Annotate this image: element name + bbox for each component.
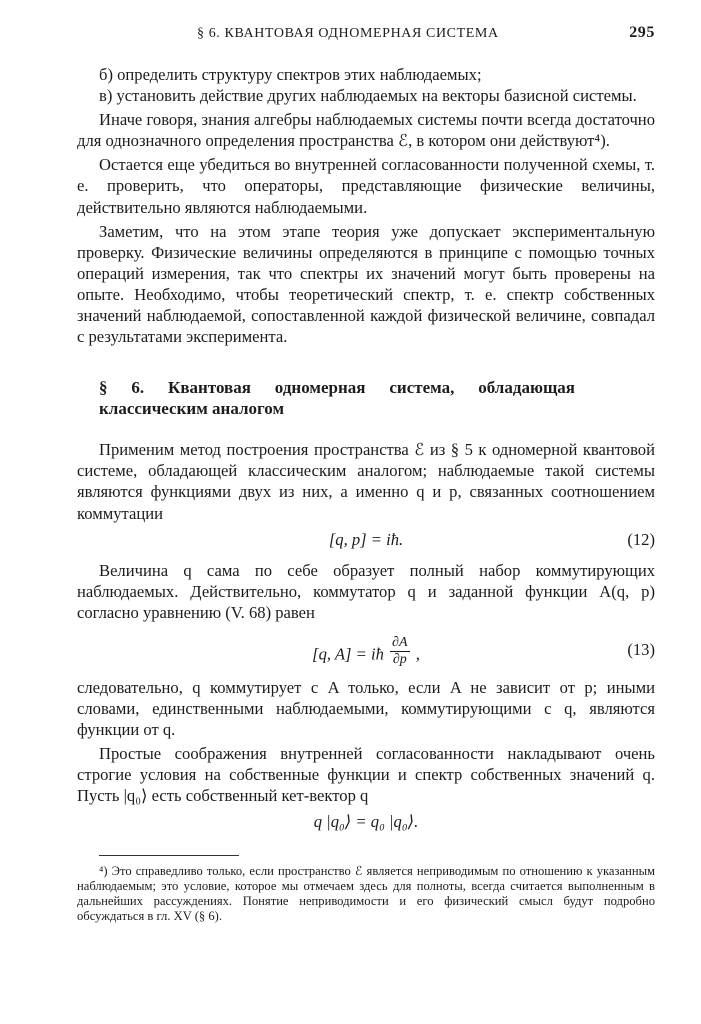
equation-label: (12) <box>627 529 655 549</box>
page-number: 295 <box>629 24 655 41</box>
equation-body: q |q₀⟩ = q₀ |q₀⟩. <box>313 812 419 832</box>
paragraph: Иначе говоря, знания алгебры наблюдаемых системы почти всегда достаточно для однозначного определения пространства ℰ, в котором они действуют⁴). <box>77 110 655 151</box>
footnote: ⁴) Это справедливо только, если пространство ℰ является неприводимым по отношению к указанным наблюдаемым; это условие, которое мы отмечаем здесь для полноты, всегда считается выполненным в дальнейших рассуждениях. Понятие неприводимости и его физический смысл будут подробно обсуждаться в гл. XV (§ 6). <box>77 864 655 924</box>
equation-body: [q, p] = iħ. <box>328 529 404 549</box>
fraction-denominator: ∂p <box>392 651 407 667</box>
fraction <box>390 635 409 668</box>
page-body <box>77 64 655 924</box>
paragraph: Остается еще убедиться во внутренней согласованности полученной схемы, т. е. проверить, что операторы, представляющие физические величины, действительно являются наблюдаемыми. <box>77 155 655 217</box>
equation-comma: , <box>415 644 420 664</box>
footnote-rule <box>99 855 239 856</box>
section-heading: § 6. Квантовая одномерная система, обладающая классическим аналогом <box>99 378 575 419</box>
paragraph-item-v: в) установить действие других наблюдаемых на векторы базисной системы. <box>99 86 637 106</box>
equation-12 <box>77 529 655 553</box>
paragraph: Применим метод построения пространства ℰ из § 5 к одномерной квантовой системе, обладающей классическим аналогом; наблюдаемые такой системы являются функциями двух из них, а именно q и p, связанных соотношением коммутации <box>77 440 655 523</box>
equation-label: (13) <box>627 639 655 659</box>
equation-lhs: [q, A] = iħ <box>312 644 384 664</box>
running-title: § 6. КВАНТОВАЯ ОДНОМЕРНАЯ СИСТЕМА <box>197 26 499 41</box>
paragraph: Простые соображения внутренней согласованности накладывают очень строгие условия на собственные функции и спектр собственных значений q. Пусть |q₀⟩ есть собственный кет-вектор q <box>77 744 655 806</box>
paragraph: Величина q сама по себе образует полный набор коммутирующих наблюдаемых. Действительно, коммутатор q и заданной функции A(q, p) согласно уравнению (V. 68) равен <box>77 560 655 622</box>
equation-body <box>77 634 655 672</box>
paragraph: следовательно, q коммутирует с A только, если A не зависит от p; иными словами, единственными наблюдаемыми, коммутирующими с q, являются функции от q. <box>77 677 655 740</box>
equation-14 <box>77 811 655 835</box>
paragraph: Заметим, что на этом этапе теория уже допускает экспериментальную проверку. Физические величины определяются в принципе с помощью точных операций измерения, так что спектры их значений могут быть проверены на опыте. Необходимо, чтобы теоретический спектр, т. е. спектр собственных значений наблюдаемой, сопоставленной каждой физической величине, совпадал с результатами эксперимента. <box>77 221 655 347</box>
equation-13 <box>77 631 655 671</box>
paragraph-item-b: б) определить структуру спектров этих наблюдаемых; <box>99 65 482 84</box>
fraction-numerator: ∂A <box>392 634 408 650</box>
page-header <box>77 22 655 50</box>
